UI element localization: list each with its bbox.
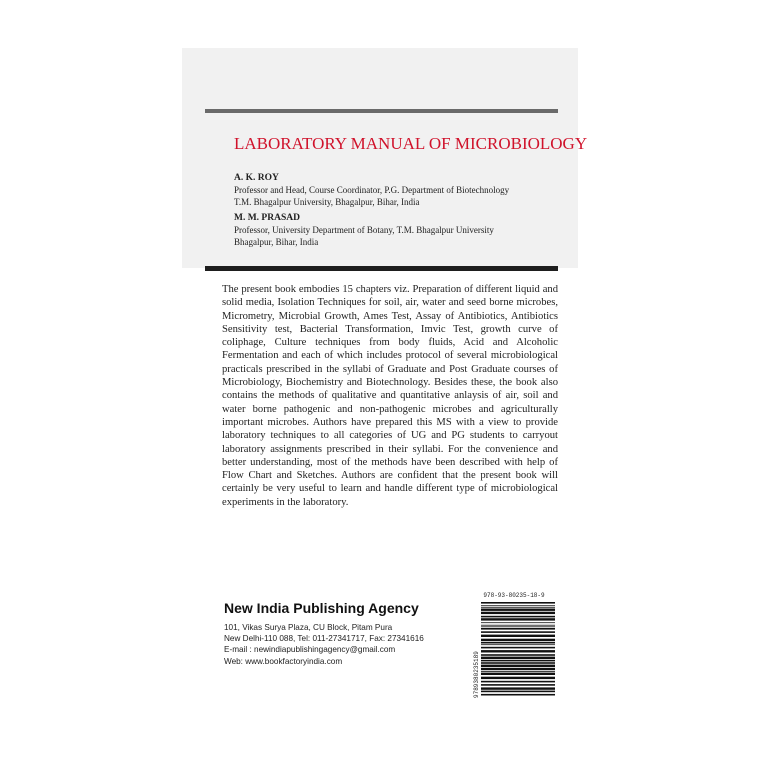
book-title: LABORATORY MANUAL OF MICROBIOLOGY [234, 134, 588, 153]
bottom-rule [205, 266, 558, 271]
barcode-bar [481, 607, 555, 608]
barcode-bar [481, 605, 555, 606]
isbn-barcode [469, 592, 559, 706]
barcode-bar [481, 684, 555, 686]
author-affiliation: T.M. Bhagalpur University, Bhagalpur, Bihar, India [234, 196, 420, 207]
back-cover [182, 48, 588, 712]
publisher-contact: New Delhi-110 088, Tel: 011-27341717, Fax: 27341616 [224, 634, 424, 644]
barcode-bar [481, 662, 555, 664]
barcode-bar [481, 665, 555, 667]
barcode-bar [481, 644, 555, 645]
barcode-bar [481, 612, 555, 614]
barcode-bar [481, 694, 555, 696]
barcode-bar [481, 677, 555, 679]
barcode-bar [481, 650, 555, 652]
barcode-bar [481, 618, 555, 620]
barcode-bar [481, 635, 555, 637]
barcode-bar [481, 671, 555, 672]
barcode-bars [471, 600, 557, 700]
header-panel [182, 48, 588, 268]
publisher-address: 101, Vikas Surya Plaza, CU Block, Pitam Pura [224, 623, 393, 632]
barcode-bar [481, 628, 555, 630]
author-name: A. K. ROY [234, 173, 279, 183]
barcode-bar [481, 625, 555, 626]
top-rule [205, 109, 558, 113]
barcode-bar [481, 691, 555, 693]
barcode-bar [481, 657, 555, 659]
barcode-bar [481, 616, 555, 618]
author-affiliation: Bhagalpur, Bihar, India [234, 236, 319, 247]
barcode-bar [481, 602, 555, 604]
barcode-bar [481, 631, 555, 633]
barcode-bar [481, 654, 555, 656]
barcode-bar [481, 626, 555, 627]
author-block [234, 172, 564, 208]
barcode-bar [481, 622, 555, 623]
author-block [234, 212, 564, 248]
publisher-email: E-mail : newindiapublishingagency@gmail.com [224, 645, 396, 655]
barcode-bar [481, 687, 555, 689]
barcode-bar [481, 668, 555, 670]
author-affiliation: Professor, University Department of Botany, T.M. Bhagalpur University [234, 225, 494, 235]
barcode-digits: 9789380235189 [473, 651, 480, 698]
barcode-bar [481, 609, 555, 611]
isbn-text: 978-93-80235-18-9 [483, 592, 545, 599]
barcode-bar [481, 642, 555, 644]
barcode-bar [481, 639, 555, 641]
barcode-bar [481, 681, 555, 683]
publisher-block [224, 600, 464, 667]
barcode-bar [481, 673, 555, 675]
barcode-bar [481, 647, 555, 649]
author-name: M. M. PRASAD [234, 213, 300, 223]
author-affiliation: Professor and Head, Course Coordinator, P.G. Department of Biotechnology [234, 185, 510, 195]
book-description: The present book embodies 15 chapters viz. Preparation of different liquid and solid media, Isolation Techniques for soil, air, water and seed borne microbes, Micrometry, Microbial Growth, Ames Test, Assay of Antibiotics, Antibiotics Sensitivity test, Bacterial Transformation, Imvic Test, growth curve of coliphage, Culture techniques from body fluids, Acid and Alcoholic Fermentation and each of which includes protocol of several microbiological practicals prescribed in the syllabi of Graduate and Post Graduate courses of Microbiology, Biochemistry and Biotechnology. Besides these, the book also contains the methods of qualitative and quantitative anlaysis of air, soil and water borne pathogenic and non-pathogenic microbes and agriculturally important microbes. Authors have prepared this MS with a view to provide laboratory techniques to all categories of UG and PG students to carryout laboratory assignments prescribed in their syllabi. For the convenience and better understanding, most of the methods have been described with help of Flow Chart and Sketches. Authors are confident that the present book will certainly be very useful to learn and handle different type of microbiological experiments in the laboratory. [222, 284, 558, 508]
publisher-web: Web: www.bookfactoryindia.com [224, 656, 343, 666]
barcode-bar [481, 660, 555, 662]
publisher-name: New India Publishing Agency [224, 600, 419, 616]
